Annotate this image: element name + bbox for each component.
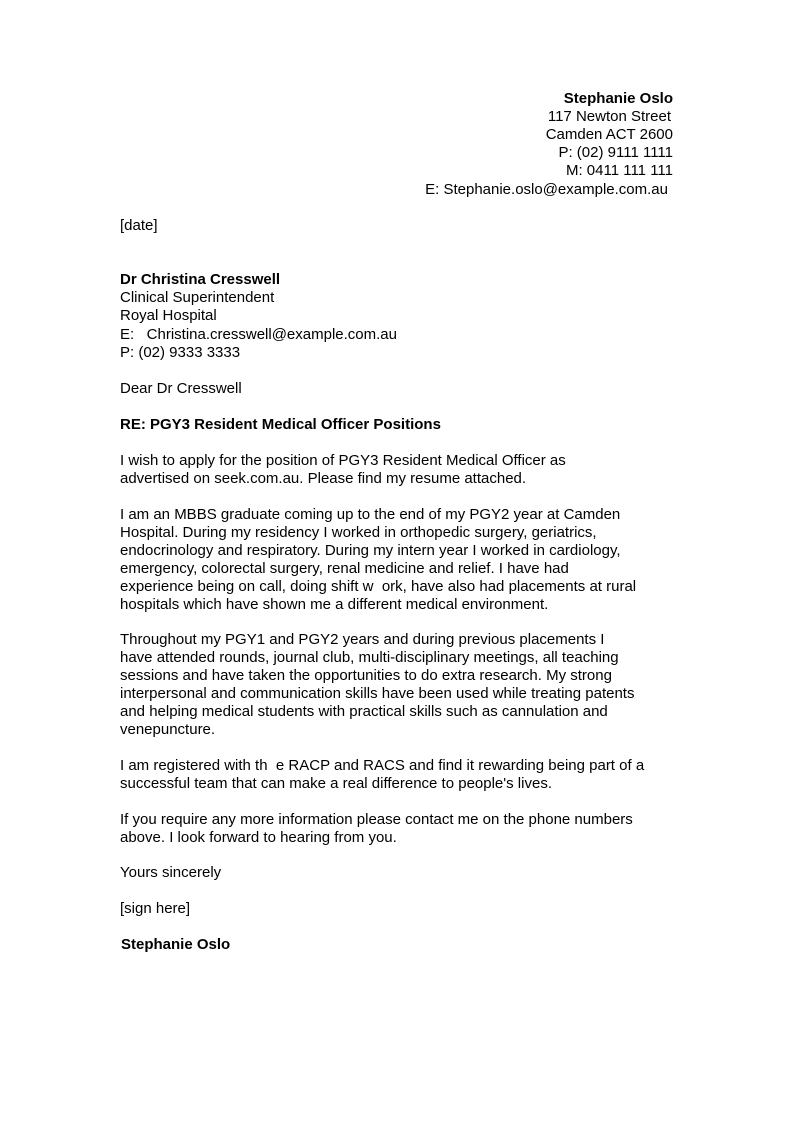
sender-street: 117 Newton Street [547,108,671,125]
body-paragraph-2 [120,506,680,614]
paragraph-line: interpersonal and communication skills have been used while treating patents [120,685,635,702]
recipient-phone: P: (02) 9333 3333 [120,344,241,361]
body-paragraph-1 [120,452,680,488]
sender-suburb: Camden ACT 2600 [545,126,673,143]
paragraph-line: have attended rounds, journal club, multi-disciplinary meetings, all teaching [120,649,619,666]
paragraph-line: emergency, colorectal surgery, renal medicine and relief. I have had [120,560,569,577]
paragraph-line: experience being on call, doing shift w ork, have also had placements at rural [120,578,637,595]
paragraph-line: sessions and have taken the opportunities to do extra research. My strong [120,667,612,684]
paragraph-line: and helping medical students with practical skills such as cannulation and [120,703,608,720]
paragraph-line: I am registered with th e RACP and RACS and find it rewarding being part of a [120,757,645,774]
paragraph-line: advertised on seek.com.au. Please find my resume attached. [120,470,527,487]
paragraph-line: venepuncture. [120,721,216,738]
recipient-organisation: Royal Hospital [120,307,217,324]
paragraph-line: If you require any more information please contact me on the phone numbers [120,811,633,828]
recipient-email: E: Christina.cresswell@example.com.au [120,326,397,343]
body-paragraph-3 [120,631,680,739]
signoff-name: Stephanie Oslo [121,936,231,953]
paragraph-line: successful team that can make a real difference to people's lives. [120,775,552,792]
sender-email: E: Stephanie.oslo@example.com.au [425,181,668,198]
sender-phone: P: (02) 9111 1111 [558,144,673,161]
paragraph-line: Hospital. During my residency I worked in orthopedic surgery, geriatrics, [120,524,597,541]
closing: Yours sincerely [120,864,222,881]
paragraph-line: endocrinology and respiratory. During my intern year I worked in cardiology, [120,542,621,559]
recipient-name: Dr Christina Cresswell [120,271,281,288]
body-paragraph-5 [120,811,680,847]
sender-name: Stephanie Oslo [563,90,673,107]
paragraph-line: hospitals which have shown me a different medical environment. [120,596,549,613]
paragraph-line: I am an MBBS graduate coming up to the end of my PGY2 year at Camden [120,506,621,523]
paragraph-line: above. I look forward to hearing from you. [120,829,397,846]
body-paragraph-4 [120,757,680,793]
subject-line: RE: PGY3 Resident Medical Officer Positions [120,416,441,433]
sender-mobile: M: 0411 111 111 [565,162,673,179]
recipient-title: Clinical Superintendent [120,289,275,306]
signature-placeholder: [sign here] [120,900,191,917]
paragraph-line: I wish to apply for the position of PGY3 Resident Medical Officer as [120,452,566,469]
date-placeholder: [date] [120,217,158,234]
paragraph-line: Throughout my PGY1 and PGY2 years and during previous placements I [120,631,605,648]
salutation: Dear Dr Cresswell [120,380,242,397]
